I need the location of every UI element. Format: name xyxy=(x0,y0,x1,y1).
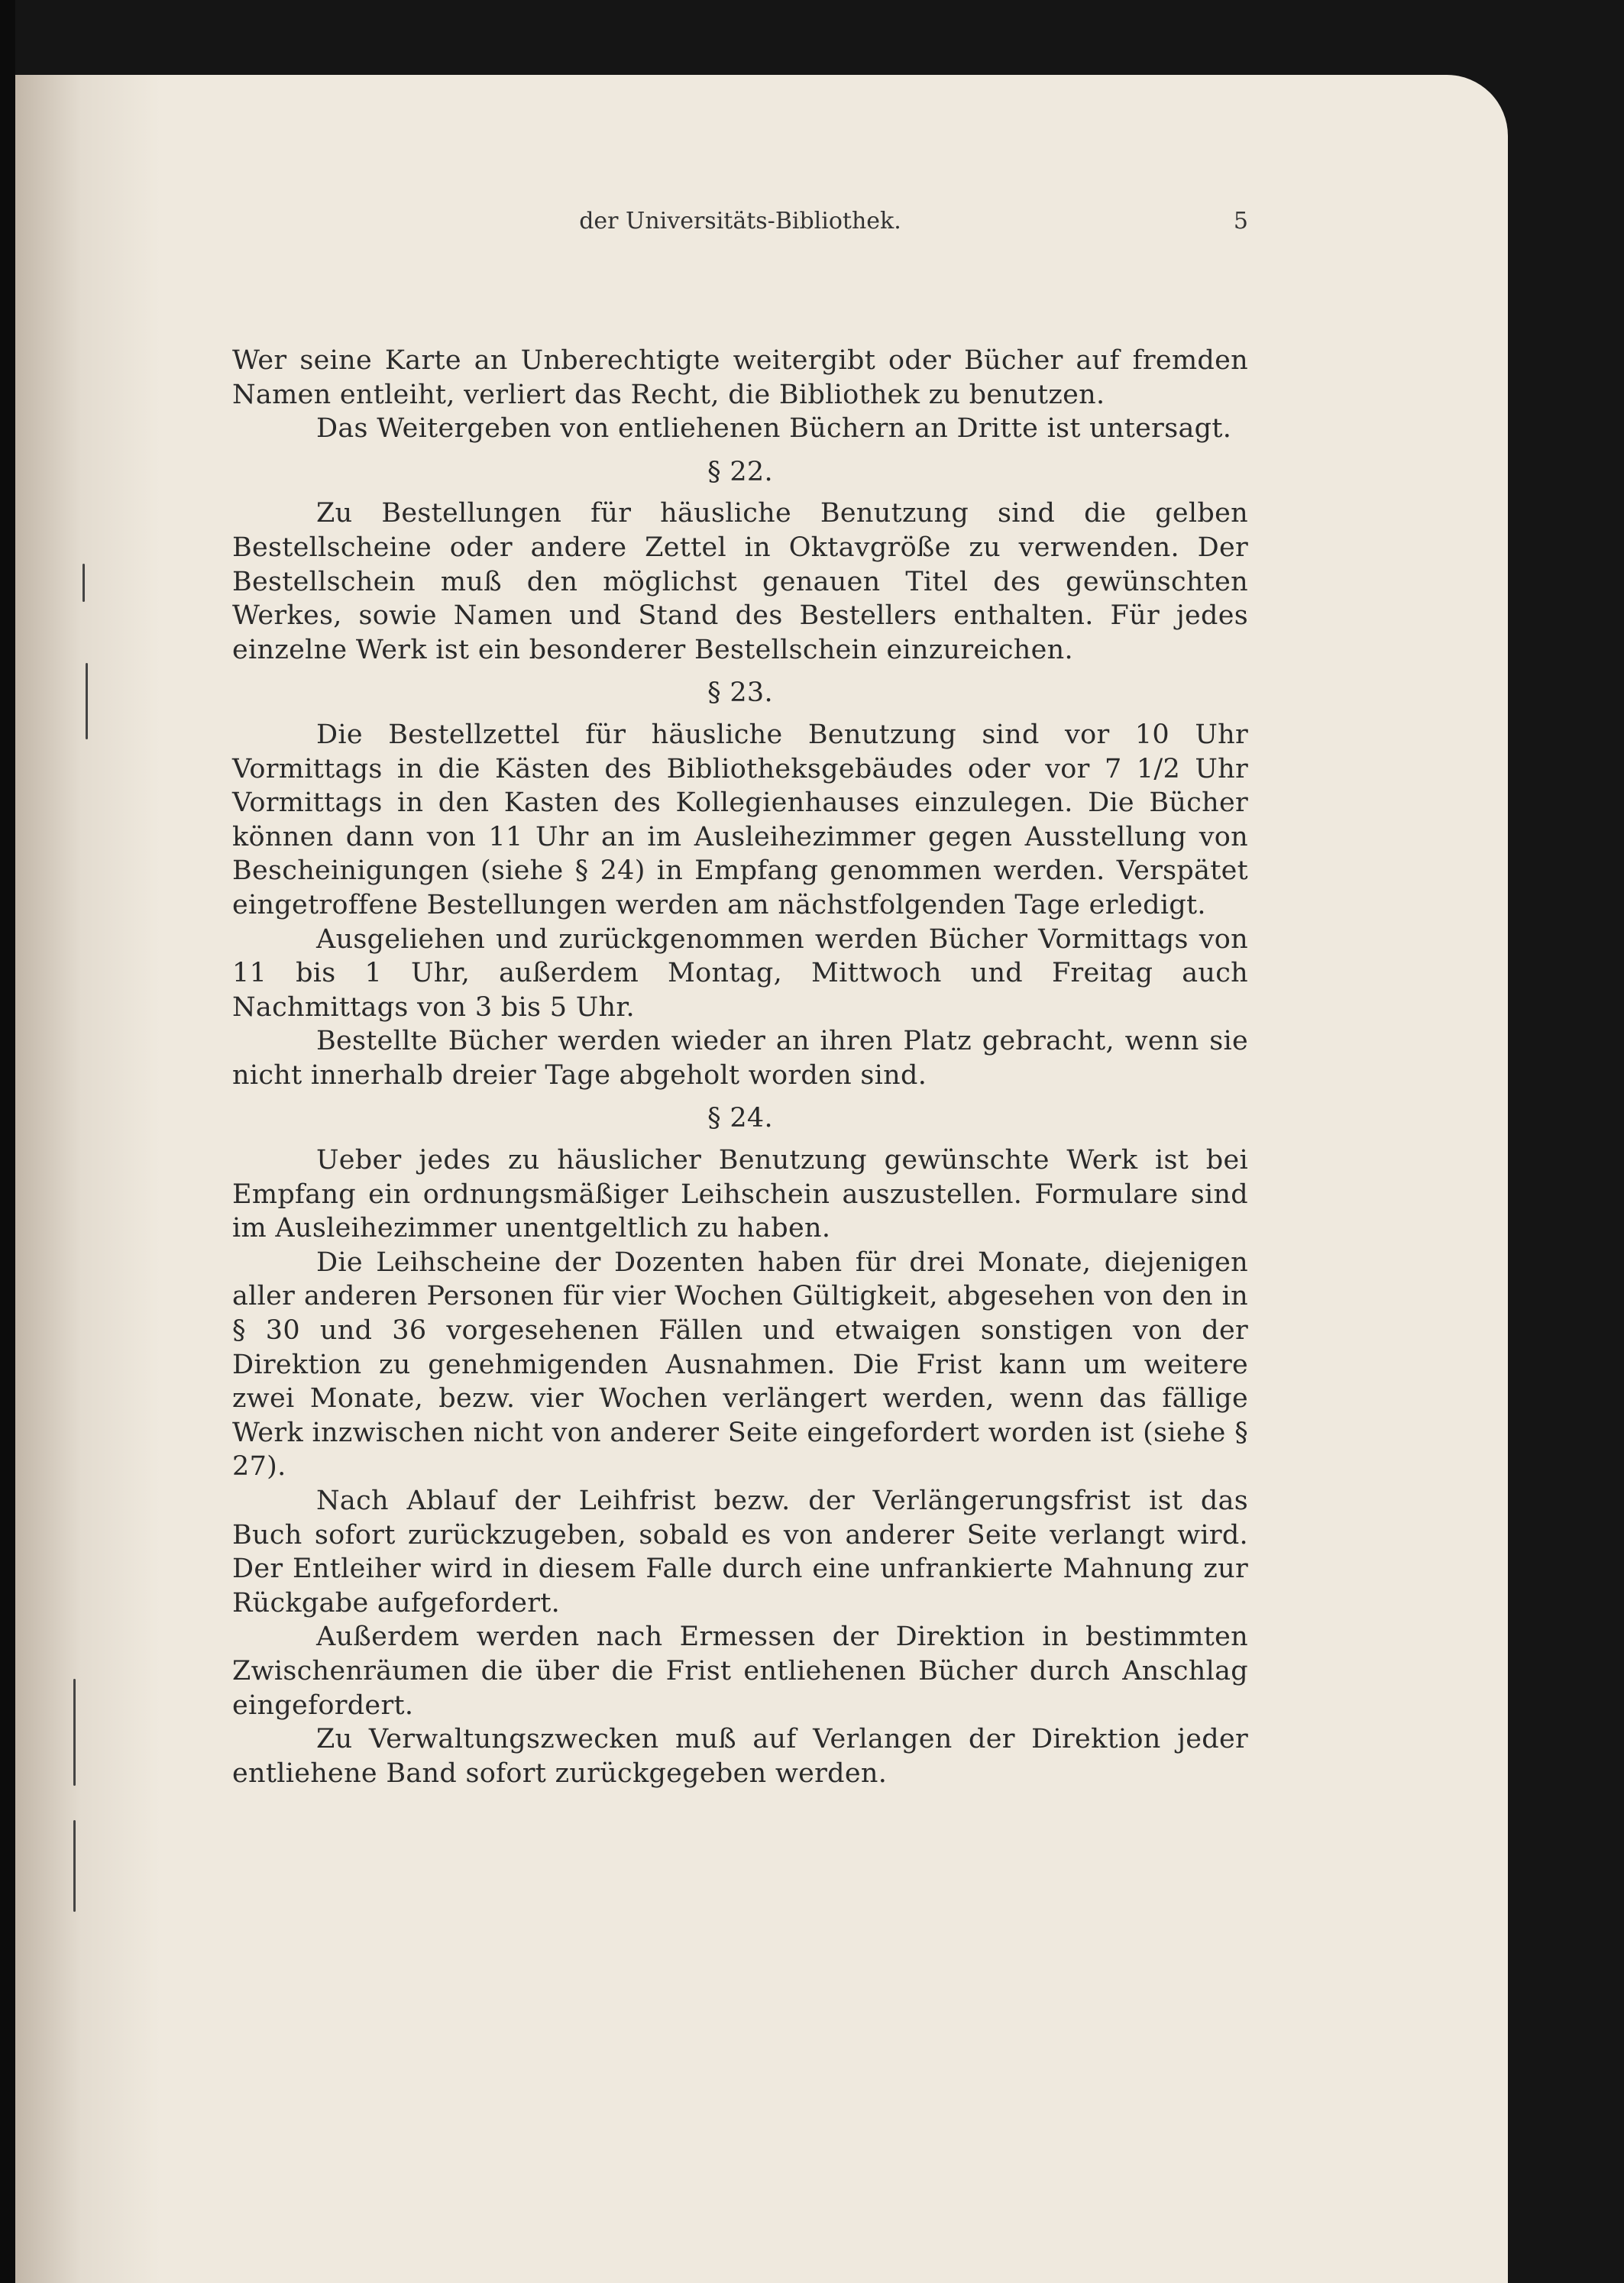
running-head-title: der Universitäts-Bibliothek. xyxy=(579,208,901,234)
paragraph: Nach Ablauf der Leihfrist bezw. der Verlängerungsfrist ist das Buch sofort zurückzugeben, sobald es von anderer Seite verlangt wird. Der Entleiher wird in diesem Falle durch eine unfrankierte Mahnung zur Rückgabe aufgefordert. xyxy=(232,1486,1248,1618)
paragraph: Die Leihscheine der Dozenten haben für drei Monate, diejenigen aller anderen Personen für vier Wochen Gültigkeit, abgesehen von den in § 30 und 36 vorgesehenen Fällen und etwaigen sonstigen von der Direktion zu genehmigenden Ausnahmen. Die Frist kann um weitere zwei Monate, bezw. vier Wochen verlängert werden, wenn das fällige Werk inzwischen nicht von anderer Seite eingefordert worden ist (siehe § 27). xyxy=(232,1247,1248,1483)
running-head xyxy=(232,208,1248,238)
section-heading: § 23. xyxy=(707,677,773,709)
margin-mark xyxy=(73,1679,76,1786)
paragraph: Außerdem werden nach Ermessen der Direktion in bestimmten Zwischenräumen die über die Frist entliehenen Bücher durch Anschlag eingefordert. xyxy=(232,1622,1248,1721)
margin-mark xyxy=(82,564,85,602)
margin-mark xyxy=(86,663,88,739)
paragraph: Zu Bestellungen für häusliche Benutzung sind die gelben Bestellscheine oder andere Zettel in Oktavgröße zu verwenden. Der Bestellschein muß den möglichst genauen Titel des gewünschten Werkes, sowie Namen und Stand des Bestellers enthalten. Für jedes einzelne Werk ist ein besonderer Bestellschein einzureichen. xyxy=(232,498,1248,665)
body-text xyxy=(232,344,1248,1790)
page-number: 5 xyxy=(1233,208,1248,234)
paragraph: Bestellte Bücher werden wieder an ihren Platz gebracht, wenn sie nicht innerhalb dreier Tage abgeholt worden sind. xyxy=(232,1026,1248,1091)
scanner-edge xyxy=(0,0,15,2283)
paragraph: Ueber jedes zu häuslicher Benutzung gewünschte Werk ist bei Empfang ein ordnungsmäßiger Leihschein auszustellen. Formulare sind im Ausleihezimmer unentgeltlich zu haben. xyxy=(232,1145,1248,1244)
paragraph: Ausgeliehen und zurückgenommen werden Bücher Vormittags von 11 bis 1 Uhr, außerdem Montag, Mittwoch und Freitag auch Nachmittags von 3 bis 5 Uhr. xyxy=(232,923,1248,1023)
section-heading: § 24. xyxy=(707,1103,773,1134)
paragraph: Die Bestellzettel für häusliche Benutzung sind vor 10 Uhr Vormittags in die Kästen des Bibliotheksgebäudes oder vor 7 1/2 Uhr Vormittags in den Kasten des Kollegienhauses einzulegen. Die Bücher können dann von 11 Uhr an im Ausleihezimmer gegen Ausstellung von Bescheinigungen (siehe § 24) in Empfang genommen werden. Verspätet eingetroffene Bestellungen werden am nächstfolgenden Tage erledigt. xyxy=(232,719,1248,920)
paragraph: Wer seine Karte an Unberechtigte weitergibt oder Bücher auf fremden Namen entleiht, verliert das Recht, die Bibliothek zu benutzen. xyxy=(232,345,1248,410)
paragraph: Zu Verwaltungszwecken muß auf Verlangen der Direktion jeder entliehene Band sofort zurückgegeben werden. xyxy=(232,1724,1248,1789)
section-heading: § 22. xyxy=(707,456,773,487)
paragraph: Das Weitergeben von entliehenen Büchern an Dritte ist untersagt. xyxy=(316,413,1232,445)
margin-mark xyxy=(73,1820,76,1912)
